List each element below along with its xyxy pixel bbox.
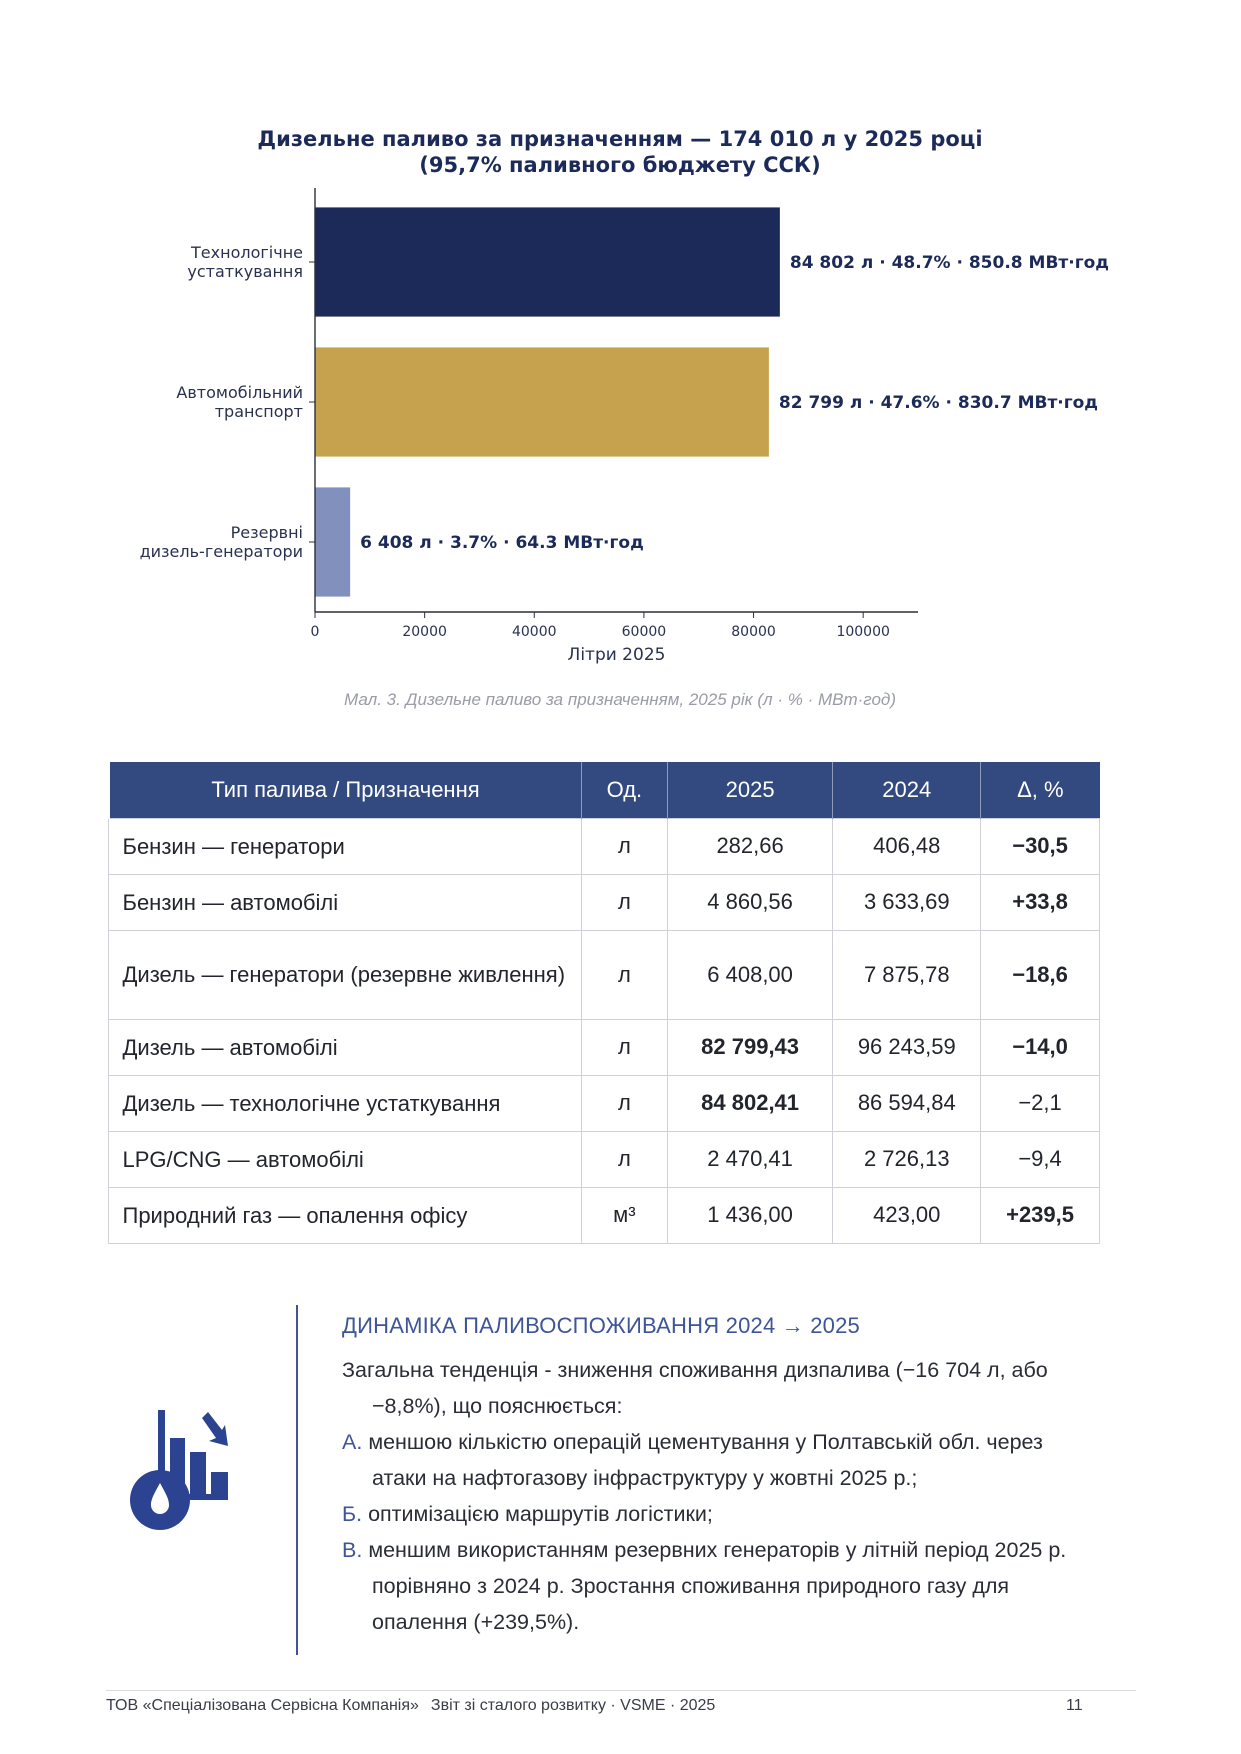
header-2025: 2025 (667, 762, 833, 818)
table-row (108, 1131, 1100, 1187)
dynamics-intro: Загальна тенденція - зниження споживання дизпалива (−16 704 л, або −8,8%), що пояснюється: (342, 1358, 1048, 1418)
cell-delta: +33,8 (981, 874, 1100, 930)
x-tick-label: 100000 (836, 624, 890, 640)
cell-2024: 96 243,59 (833, 1019, 981, 1075)
page-number: 11 (1066, 1697, 1083, 1714)
bar (315, 207, 780, 316)
cell-unit: л (581, 1019, 667, 1075)
fuel-consumption-table (106, 762, 1100, 1244)
x-axis-label: Літри 2025 (567, 645, 666, 665)
cell-name: Бензин — автомобілі (108, 874, 581, 930)
footer-divider (106, 1690, 1136, 1691)
cell-2024: 406,48 (833, 818, 981, 874)
cell-2025: 82 799,43 (667, 1019, 833, 1075)
cell-unit: л (581, 1131, 667, 1187)
x-tick-label: 0 (310, 624, 320, 640)
x-tick-label: 60000 (621, 624, 667, 640)
cell-name: Природний газ — опалення офісу (108, 1187, 581, 1243)
list-text: оптимізацією маршрутів логістики; (368, 1502, 713, 1526)
dynamics-list (342, 1424, 1082, 1640)
data-label: 6 408 л · 3.7% · 64.3 МВт·год (360, 533, 644, 553)
cell-unit: м³ (581, 1187, 667, 1243)
dynamics-list-item (342, 1532, 1082, 1640)
category-label: Автомобільний (176, 383, 303, 402)
cell-2025: 2 470,41 (667, 1131, 833, 1187)
header-unit: Од. (581, 762, 667, 818)
cell-delta: +239,5 (981, 1187, 1100, 1243)
cell-name: Бензин — генератори (108, 818, 581, 874)
table-row (108, 818, 1100, 874)
cell-delta: −9,4 (981, 1131, 1100, 1187)
category-label: устаткування (187, 262, 303, 281)
table-row (108, 1019, 1100, 1075)
fuel-decrease-icon (130, 1410, 255, 1535)
cell-2025: 6 408,00 (667, 930, 833, 1019)
data-label: 84 802 л · 48.7% · 850.8 МВт·год (789, 253, 1110, 273)
dynamics-list-item (342, 1424, 1082, 1496)
bar (315, 487, 350, 596)
footer-text (106, 1697, 715, 1715)
category-label: Технологічне (191, 243, 303, 262)
cell-2025: 84 802,41 (667, 1075, 833, 1131)
category-label: Резервні (230, 523, 303, 542)
table-row (108, 1187, 1100, 1243)
x-tick-label: 80000 (731, 624, 776, 640)
list-marker: А. (342, 1430, 363, 1454)
table-header-row (108, 762, 1100, 818)
header-2024: 2024 (833, 762, 981, 818)
cell-delta: −18,6 (981, 930, 1100, 1019)
cell-delta: −14,0 (981, 1019, 1100, 1075)
cell-name: Дизель — автомобілі (108, 1019, 581, 1075)
list-text: меншою кількістю операцій цементування у Полтавській обл. через атаки на нафтогазову інфраструктуру у жовтні 2025 р.; (368, 1430, 1043, 1490)
cell-2024: 3 633,69 (833, 874, 981, 930)
header-fuel-type: Тип палива / Призначення (108, 762, 581, 818)
cell-unit: л (581, 930, 667, 1019)
section-divider (296, 1305, 298, 1655)
dynamics-text (342, 1352, 1082, 1640)
cell-unit: л (581, 1075, 667, 1131)
cell-2025: 282,66 (667, 818, 833, 874)
cell-2024: 2 726,13 (833, 1131, 981, 1187)
dynamics-list-item (342, 1496, 1082, 1532)
category-label: дизель-генератори (139, 542, 303, 561)
cell-name: Дизель — технологічне устаткування (108, 1075, 581, 1131)
cell-2024: 7 875,78 (833, 930, 981, 1019)
cell-unit: л (581, 874, 667, 930)
diesel-bar-chart (0, 0, 1241, 680)
footer-report: Звіт зі сталого розвитку · VSME · 2025 (430, 1697, 716, 1714)
cell-name: Дизель — генератори (резервне живлення) (108, 930, 581, 1019)
cell-name: LPG/CNG — автомобілі (108, 1131, 581, 1187)
table-body (108, 818, 1100, 1243)
bar (315, 347, 769, 456)
table-row (108, 874, 1100, 930)
figure-caption: Мал. 3. Дизельне паливо за призначенням, 2025 рік (л · % · МВт·год) (344, 690, 896, 709)
chart-title-line: Дизельне паливо за призначенням — 174 010 л у 2025 році (257, 127, 983, 151)
list-marker: Б. (342, 1502, 363, 1526)
cell-2024: 86 594,84 (833, 1075, 981, 1131)
table-row (108, 930, 1100, 1019)
x-tick-label: 40000 (511, 624, 557, 640)
table-row (108, 1075, 1100, 1131)
list-marker: В. (342, 1538, 363, 1562)
dynamics-title: ДИНАМІКА ПАЛИВОСПОЖИВАННЯ 2024 → 2025 (342, 1313, 860, 1338)
category-label: транспорт (214, 402, 303, 421)
header-delta: Δ, % (981, 762, 1100, 818)
x-tick-label: 20000 (402, 624, 447, 640)
footer-company: ТОВ «Спеціалізована Сервісна Компанія» (106, 1697, 419, 1714)
chart-subtitle: (95,7% паливного бюджету ССК) (419, 153, 821, 177)
cell-2024: 423,00 (833, 1187, 981, 1243)
cell-unit: л (581, 818, 667, 874)
list-text: меншим використанням резервних генераторів у літній період 2025 р. порівняно з 2024 р. Зростання споживання природного газу для опалення (+239,5%). (368, 1538, 1067, 1634)
data-label: 82 799 л · 47.6% · 830.7 МВт·год (778, 393, 1099, 413)
cell-delta: −30,5 (981, 818, 1100, 874)
cell-delta: −2,1 (981, 1075, 1100, 1131)
cell-2025: 1 436,00 (667, 1187, 833, 1243)
cell-2025: 4 860,56 (667, 874, 833, 930)
